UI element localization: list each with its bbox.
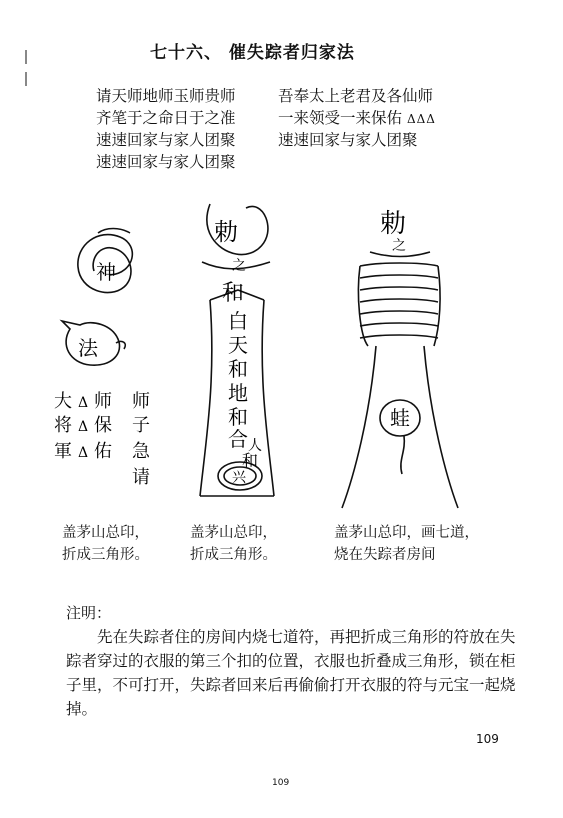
talisman-1-columns [54, 391, 151, 488]
body-char: 地 [228, 381, 248, 405]
col4-char: 师 [132, 391, 150, 412]
page-title: 七十六、 催失踪者归家法 [150, 43, 355, 63]
caption-line: 烧在失踪者房间 [334, 547, 436, 563]
caption-2 [190, 522, 277, 566]
caption-line: 盖茅山总印，画七道， [334, 525, 479, 541]
bubble-char: 法 [78, 336, 98, 360]
col1-char: 将 [54, 415, 72, 436]
caption-3 [334, 522, 479, 566]
body-char: 和 [228, 405, 248, 429]
notes-label: 注明： [66, 604, 112, 622]
talisman3-mid-char: 之 [392, 238, 406, 254]
body-char: 白 [228, 309, 248, 333]
seal-char: 兴 [232, 470, 246, 486]
talisman-2 [180, 200, 300, 510]
verse-line-text: 一来领受一来保佑 [278, 109, 403, 127]
circle-char: 神 [96, 260, 116, 284]
col3-char: 佑 [94, 441, 112, 462]
talisman3-circle-char: 蛙 [390, 406, 410, 430]
talisman2-mid-char: 之 [232, 258, 246, 274]
verse-line: 齐笔于之命日于之准 [96, 109, 236, 127]
col2-char: Δ [78, 395, 89, 411]
caption-line: 折成三角形。 [190, 547, 277, 563]
verse-line: 速速回家与家人团聚 [278, 131, 418, 149]
verse-line [278, 107, 436, 129]
triangle-marks: ΔΔΔ [406, 112, 436, 126]
talisman3-top-char: 勅 [380, 209, 407, 239]
body-char: 合 [228, 427, 248, 451]
col4-char: 急 [132, 441, 150, 462]
verse-line: 速速回家与家人团聚 [96, 153, 236, 171]
caption-1 [62, 522, 149, 566]
verse-left [96, 85, 236, 173]
col2-char: Δ [78, 445, 89, 461]
talisman-1 [40, 225, 180, 495]
col2-char: Δ [78, 419, 89, 435]
col1-char: 軍 [54, 441, 72, 462]
notes-text: 先在失踪者住的房间内烧七道符，再把折成三角形的符放在失踪者穿过的衣服的第三个扣的位置，衣服也折叠成三角形，锁在柜子里，不可打开，失踪者回来后再偷偷打开衣服的符与元宝一起烧掉。 [66, 628, 516, 718]
verse-line: 速速回家与家人团聚 [96, 131, 236, 149]
talisman-3-strokes [342, 252, 458, 508]
verse-line: 请天师地师玉师贵师 [96, 87, 236, 105]
margin-mark [25, 50, 27, 64]
talisman2-top-char: 勅 [214, 218, 238, 246]
talisman-2-body [228, 309, 262, 470]
col3-char: 保 [94, 415, 112, 436]
col4-char: 请 [132, 467, 150, 488]
caption-line: 盖茅山总印， [190, 525, 277, 541]
verse-right [278, 85, 436, 151]
body-char: 和 [228, 357, 248, 381]
caption-line: 折成三角形。 [62, 547, 149, 563]
body-char: 和 [242, 451, 259, 470]
col1-char: 大 [54, 391, 72, 412]
col4-char: 子 [132, 415, 150, 436]
talisman2-he-char: 和 [222, 281, 245, 306]
talisman-3 [330, 196, 470, 516]
body-char: 天 [228, 333, 248, 357]
col3-char: 师 [94, 391, 112, 412]
page-number: 109 [476, 732, 499, 746]
verse-line: 吾奉太上老君及各仙师 [278, 87, 434, 105]
body-char: 人 [248, 438, 262, 454]
margin-mark [25, 72, 27, 86]
caption-line: 盖茅山总印， [62, 525, 149, 541]
footer-page-number: 109 [272, 778, 290, 788]
